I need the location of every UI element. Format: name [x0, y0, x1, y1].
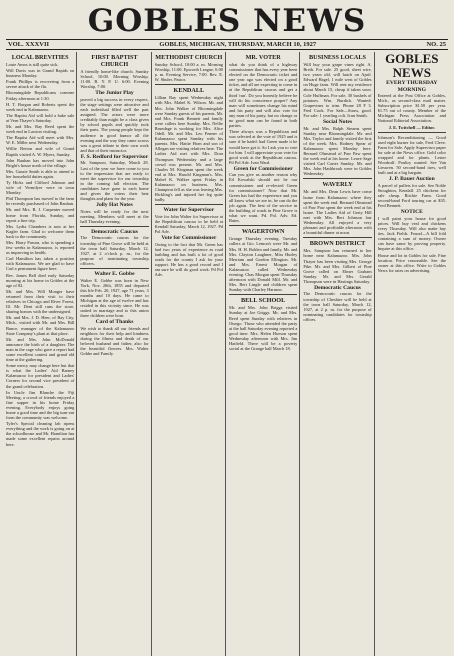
auction-text: A parcel of pullets for sale. See Noble Stoughton, Kendall. 25 chickens for sale cheap. Ritchie Farm. Good second-hand Ford touring car at $35. Fred Bennett. [377, 182, 446, 209]
brevity-item: Mr. and Mrs. John McDonald announce the birth of a daughter. The man in the cage who gave a report had some excellent contest and grand old time at the gathering. [6, 336, 75, 363]
democratic-heading: Democratic Caucus [91, 228, 138, 235]
brevity-item: Tyler's Special cleaning lab ripens everything and the work is going on at the schoolhouse and Mr. Hamilton has made some excellent repairs around here. [6, 421, 75, 447]
obituary-text: Walter E. Gobbe was born in New York, Nov. 20th, 1855 and departed this life Feb. 20, 1927, age 71 years, 3 months and 10 days. He came to Michigan at the age of twelve and has resided in this vicinity since. He was united in marriage and to this union three children were born. [80, 277, 149, 319]
green-heading: Green for Commissioner [233, 165, 293, 172]
brevity-item: Mrs. Harry Parson, who is spending a few weeks in Kalamazoo, is reported as improving in health. [6, 240, 75, 256]
column-heading: LOCAL BREVITIES [11, 54, 69, 61]
column-4 [229, 52, 300, 656]
green-text: Can you give us another reason why Ed Kowalski should not be our commissioner and re-elected Green for commissioner? Now that Mr. Green has had the experience and you all know what we are in, he can do the job again. The best of the service in the building of roads in Pine Grove is what we want. Pd. Pol. Adv. Ed. Bates. [228, 172, 298, 224]
junior-play-heading: The Junior Play [95, 90, 134, 97]
commissioner-heading: Vote for Commissioner [161, 235, 217, 242]
editor-line: J. E. Twitchell — Editor. [388, 124, 435, 130]
dateline-bar [6, 39, 448, 50]
water-heading: Water for Supervisor [163, 207, 215, 214]
columns [6, 52, 448, 656]
brevity-item: Louie Amos is still quite sick. [6, 62, 59, 67]
supervisor-text: Mr. Sampson, Saturday, March 28. Last of the year we have come to you to the impression that are ready to meet the supervisor for our township in the coming fall election. The candidates have gone to each home and given the voters their best thoughts and plans for the year. [80, 160, 149, 202]
brevity-item: The Baptist Aid will meet with Mrs. W. E. Miller next Wednesday. [6, 135, 75, 146]
divider [80, 226, 148, 227]
masthead [6, 4, 448, 50]
divider [155, 84, 223, 85]
brevity-item: Some mercy may change here but that is what the Ladies' Aid Barney Kalamazoo for president and Ladies' Corners for second vice president of the grand celebration. [6, 363, 75, 389]
brevity-item: Carl Hamilton has taken a position with Kalamazoo. We are glad to have Carl a permanent figure here. [6, 256, 75, 272]
ads-text: Johnson's Reconditioning — Good used eight burner for sale, Fred Cleve. Farm for Sale. Apply Supervisor paper for sale at the News office. Gold color wrapped and for plants. Lester Woodruff. Poultry wanted. See Van Lieuwen. 50 second-hand tires, well built and at a big bargain. [377, 134, 446, 176]
brevity-item: Mrs. Gussie Smith is able to attend to her household duties again. [6, 168, 75, 179]
methodist-heading: METHODIST CHURCH [155, 54, 223, 61]
column-6 [378, 52, 448, 656]
masthead-box-sub: EVERY THURSDAY MORNING [386, 80, 438, 93]
voter-heading: MR. VOTER [245, 54, 281, 61]
water-text: Vote for John Walter for Supervisor at the Republican caucus to be held at Kendall Saturday, March 12, 1927. Pd Pol Adv. [154, 213, 223, 235]
thanks-text: We wish to thank all our friends and neighbors for their help and kindness during the illness and death of our beloved husband and father, also for the beautiful flowers. Mrs. Walter Gobbe and Family. [80, 325, 149, 357]
wagoner-text: Grange Thursday evening. Tuesday callers at Gio. Lemon's were Mr. and Mrs. H. H. Bohlen and family, Mr. and Mrs. Clayton Laughner, Miss Hurley Merriam and Gordon Ellington. Mr. and Mrs. Ernest Morgan of Kalamazoo called Wednesday evening. Chas Morgan spent Thursday afternoon with Donald Mill. Mr. and Mrs. Bert Lingle and children spent Sunday with Charley Harmon. [228, 236, 298, 293]
volume-label: VOL. XXXVII [8, 41, 50, 48]
waverly-text: Mr. and Mrs. Dean Lewis have come home from Kalamazoo where they spent the week end. Bernard Olmstead of Paw Paw spent the week end at his home. The Ladies Aid of Gerty Hill met with Mrs. Bert Johnson last Wednesday. All enjoyed a very pleasant and profitable afternoon with a bountiful dinner at noon. [303, 189, 372, 236]
divider [303, 237, 371, 238]
dem-caucus-heading: Democratic Caucus [314, 284, 361, 291]
divider [80, 268, 148, 269]
brown-text: Mrs. Sampson has returned to her home near Kalamazoo. Mrs. John Thayer has been visiting Mrs. George Pike. Mr. and Mrs. Gilbert of Pine Grove called on Elmer Graham Sunday. Mr. and Mrs. Gerald Thompson were in Hastings Saturday. [303, 248, 372, 284]
brevity-item: H. T. Borgan and Roberts spent the week end in Kalamazoo. [6, 101, 75, 112]
brevity-item: Mrs. Lydia Chambers is now at her Kagler farm. Glad to welcome them back to the community. [6, 223, 75, 239]
baptist-services: A friendly home-like church. Sunday School, 10:00. Morning Worship, 11:00. B. Y. P. U. 6:00. Evening Worship, 7:00. [80, 69, 149, 90]
divider [229, 294, 297, 295]
brevity-item: Mr. and Mrs. J. D. Heer, of Bay City, Mich., visited with Mr. and Mrs. Bill Bunce, manager of the Kalamazoo State Company's plant at that place. [6, 315, 75, 336]
column-5 [303, 52, 374, 656]
baptist-heading: FIRST BAPTIST CHURCH [91, 54, 138, 68]
voter-text: what do you think of a highway commissioner that has every year been elected on the Democratic ticket and one year ago was elected on a good ticket, and all are expecting to come in at the Republican caucus and get a third 'run'. Do you honestly believe he will do his conscience proper? Any man will sometimes change his mind and his party and will also vote for any man of his party, but no change or no good man can be found in both parties. [228, 62, 298, 129]
voter-text-2: There always was a Republican and was selected at the vote of 1925 and is sure if he hadn't had Green made it he would have got it. So I ask you to vote for him. I will appreciate your vote for good work at the Republican caucus. Pd Pol Adv. Ivan Ward. [228, 129, 298, 165]
brevity-item: John Bauhan has moved into John Bright's house north of the village. [6, 157, 75, 168]
business-locals-text: Will buy your grape vines right. A. Breth. For sale. 25 good, sheet wire, two years old, will hatch on April. Edward Hagel, 1 mile west of Gobles on Huge farm. Will rent my residence about March 15, cheap if taken soon. Cole Huffman. For sale, 30 bushels of potatoes. Wm. Burdick. Wanted: Grapevines to trim. Phone 28 F 3. Fred Cook. For Sale—Straw, good. For sale: 1 yearling colt. Ivan Smith. [303, 62, 372, 118]
brevity-item: Mr. and Mrs. Will Monger have returned from their visit to their relatives in Chicago and River Forest, Ill. Mr. Dent still runs the store, sharing honors with the undersigned. [6, 288, 75, 315]
masthead-box-text: Entered at the Post Office at Gobles, Mich., as second-class mail matter. Subscription price $1.50 per year. $1.75 out of county. Member of the Michigan Press Association and National Editorial Association. [377, 93, 446, 124]
methodist-services: Sunday School, 10:00 a. m. Morning Worship, 11:00. Epworth League, 6:00 p. m. Evening Service, 7:00. Rev. E. W. Shuler, Pastor. [154, 62, 223, 83]
brevity-item: Ty Hicks and Clifford Johnson and wife of Vermilyer were in town Monday. [6, 179, 75, 196]
jollyhat-heading: Jolly Hat Notes [96, 202, 133, 209]
wagoner-heading: WAGERTOWN [241, 228, 285, 236]
column-2 [80, 52, 151, 656]
issue-date: GOBLES, MICHIGAN, THURSDAY, MARCH 10, 1927 [159, 41, 317, 48]
brown-heading: BROWN DISTRICT [309, 240, 366, 248]
social-text: Mr. and Mrs. Ralph Stearns spent Sunday near Bloomingdale. Mr. and Mrs. Taylor and family visited the first of the week. Mrs. Rodney Spear of Kalamazoo spent Monday here. Bernard Olmstead of Paw Paw spent the week end at his home. Leave Sage visited Carl Carter Sunday. Mr. and Mrs. John Hashbrook were in Gobles Wednesday. [303, 125, 372, 177]
brevity-item: Mr. and Mrs. B. J. Carpenter moved home from Florida, Sunday, and report a fine trip. [6, 207, 75, 223]
commissioner-text: Owing to the fact that Mr. Green has had two years of experience as road building and has built a lot of good roads for the county I ask for your support. He has a good record and I am sure he will do good work. Pd Pol Adv. [154, 241, 223, 278]
masthead-box-title: GOBLES NEWS [385, 52, 439, 80]
kendall-heading: KENDALL [173, 87, 205, 95]
junior-play-text: proved a big success in every respect, the stage settings were attractive and each individual filled well the part assigned. The actors were more creditably than might be a class given by school pupils and quickly took their parts. The young people kept the audience in good humor all the evening and the way they came across was a great tribute to their own work and that of their instructor. [80, 96, 149, 153]
column-3 [155, 52, 226, 656]
brevity-item: Mr. and Mrs. Ray Reed spent the week end in Lawton visiting. [6, 124, 75, 135]
newspaper-title: GOBLES NEWS [87, 3, 367, 39]
brevity-item: Bloomingdale Republicans convene Friday afternoon at 1:30. [6, 90, 75, 101]
dem-caucus-text: The Democratic caucus for the township of Cheshire will be held at the town hall Saturday, March 12, 1927, at 2 p. m. for the purpose of nominating candidates for township offices. [303, 291, 372, 322]
notice-heading: NOTICE [400, 209, 423, 216]
obituary-heading: Walter E. Gobbe [94, 271, 135, 277]
democratic-text: The Democratic caucus for the township of Pine Grove will be held at the town hall Saturday, March 12, 1927, at 2 o'clock p. m., for the purpose of nominating township officers. [80, 235, 149, 266]
business-locals-heading: BUSINESS LOCALS [309, 54, 366, 61]
bell-heading: BELL SCHOOL [241, 297, 286, 305]
local-brevities-list [6, 62, 74, 447]
divider [229, 225, 297, 226]
thanks-heading: Card of Thanks [95, 319, 134, 326]
column-1 [6, 52, 77, 656]
brevity-item: Rev. James Bell died early Saturday morning at his home in Gobles at the age of 82. [6, 272, 75, 288]
divider [303, 178, 371, 179]
divider [155, 204, 223, 205]
brevity-item: Will Davis was in Grand Rapids on business Monday. [6, 68, 75, 79]
jollyhat-text: Notes will be ready for the next meeting. Members will meet at the hall Thursday evening. [80, 208, 149, 224]
bell-text: Mr. and Mrs. John Briggs visited Sunday at Joe Griggs. Mr. and Mrs. Reed spent Sunday with relatives in Otsego. Those who attended the party at the hall Saturday evening reported a good time. Mrs. Helen Hoeson spent Wednesday afternoon with Mrs. Jim Hatfield. There will be a poverty social at the Grange hall March 18. [228, 305, 298, 352]
kendall-text: Lillian Bay spent Wednesday night with Mrs. Mabel K. Wilson. Mr. and Mrs. John Walker of Bloomingdale were Sunday guests of his parents. Mr. and Mrs. Frank Bennett and family were callers here Sunday. Mrs. Nellie Brundage is working for Mrs. Alice Odell. Mr. and Mrs. Leo Fenner of Kalamazoo spent Sunday with his parents. Mrs. Hattie Horn and son of Allegan are visiting relatives here. The Ladies Aid met with Mrs. Dora Thompson Wednesday and a large crowd was present. Mr. and Mrs. Charles M. Kingman spent the week end at Mrs. Harold Kingman's. Mrs. Mabel K. Walker spent Friday in Kalamazoo on business. Mrs. Champion fell as she was leaving Mrs. Hickling's and injured her leg quite badly. [154, 95, 223, 203]
waverly-heading: WAVERLY [322, 181, 353, 189]
supervisor-heading: F. S. Redford for Supervisor [80, 153, 149, 160]
brevity-item: Willie Berton and wife of Grand Rapids visited A. W. Myers, Sunday. [6, 146, 75, 157]
divider [378, 132, 446, 133]
final-text: House and lot in Gobles for sale. Fine location. Price reasonable. See the owner at this office. Write to Gobles News for rates on advertising. [377, 252, 446, 273]
issue-number: NO. 25 [426, 41, 446, 48]
brevity-item: Frank Phillips is recovering from a severe attack of the flu. [6, 79, 75, 90]
auction-heading: J. P. Bauer Auction [388, 176, 435, 183]
brevity-item: In Uncle Jim Blanche the Fiji Meeting, a crowd of friends enjoyed a fine supper in his home Friday evening. Everybody enjoys going home a good time and the big turn-out from the community was welcome. [6, 389, 75, 421]
notice-text: I will paint your house for good prices. Will buy veal and chickens every Thursday. Will also make hay ties. Jack Fields. Found—A bill fold containing a sum of money. Owner can have same by proving property. Inquire at this office. [377, 215, 446, 252]
brevity-item: The Baptist Aid will hold a bake sale at Vern Thayer's Saturday. [6, 112, 75, 123]
social-heading: Social Notes [322, 119, 352, 126]
brevity-item: Phil Thompson has moved to the farm he recently purchased of John Bauhan. [6, 196, 75, 207]
